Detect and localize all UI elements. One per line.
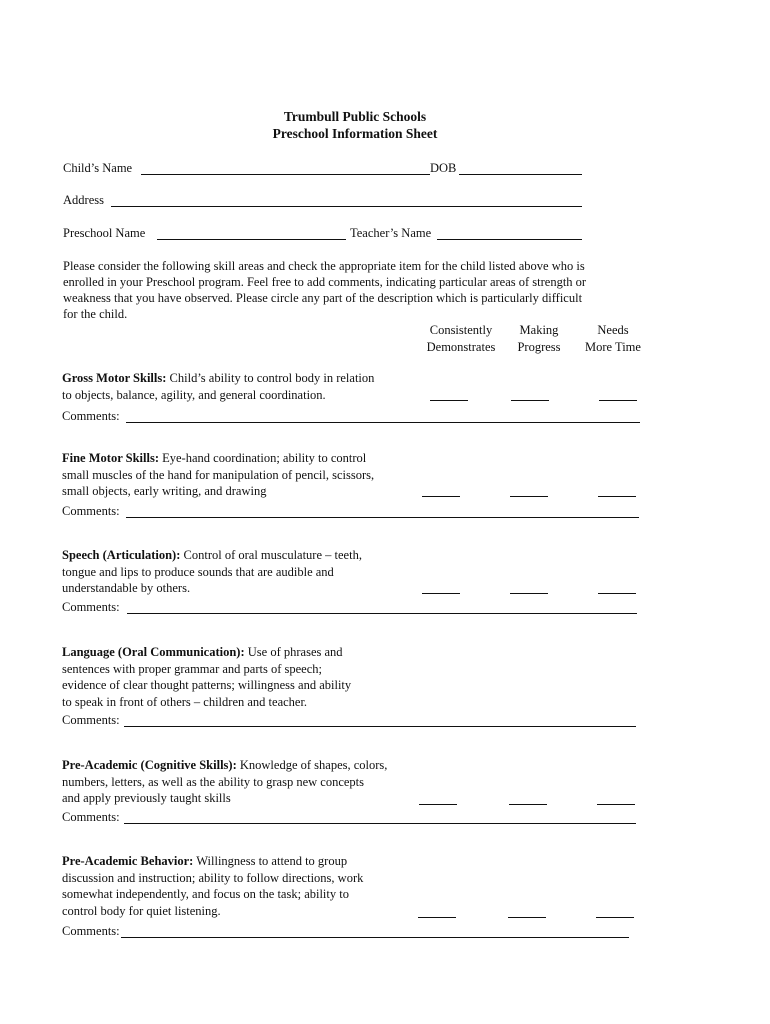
skill-title: Gross Motor Skills:	[62, 371, 167, 385]
column-header-making-progress	[510, 322, 568, 355]
rating-blank-making-progress[interactable]	[511, 400, 549, 401]
skill-title: Fine Motor Skills:	[62, 451, 159, 465]
skill-description-text: Willingness to attend to group	[193, 854, 348, 868]
address-field[interactable]	[111, 206, 582, 207]
comments-label: Comments:	[62, 600, 120, 614]
skill-description-line: evidence of clear thought patterns; willingness and ability	[62, 678, 352, 692]
instruction-line: Please consider the following skill areas and check the appropriate item for the child listed above who is	[63, 259, 585, 273]
skill-title: Speech (Articulation):	[62, 548, 181, 562]
comments-label: Comments:	[62, 924, 120, 938]
dob-field[interactable]	[459, 174, 582, 175]
child-name-field[interactable]	[141, 174, 430, 175]
rating-blank-needs-more-time[interactable]	[597, 804, 635, 805]
skill-description-line: tongue and lips to produce sounds that are audible and	[62, 564, 334, 579]
teacher-name-label: Teacher’s Name	[350, 226, 432, 240]
rating-blank-consistently[interactable]	[422, 496, 460, 497]
rating-blank-needs-more-time[interactable]	[596, 917, 634, 918]
skill-description-text: Knowledge of shapes, colors,	[236, 758, 388, 772]
rating-blank-needs-more-time[interactable]	[598, 593, 636, 594]
preschool-name-label: Preschool Name	[63, 226, 146, 240]
instruction-line: enrolled in your Preschool program. Feel free to add comments, indicating particular areas of strength or	[63, 275, 587, 289]
skill-description-line: numbers, letters, as well as the ability to grasp new concepts	[62, 774, 365, 789]
skill-description-line	[62, 644, 343, 661]
skill-description-line	[62, 450, 366, 467]
skill-title: Pre-Academic Behavior:	[62, 854, 194, 868]
comments-label: Comments:	[62, 504, 120, 518]
skill-description-line: understandable by others.	[62, 581, 191, 595]
skill-description-line: small muscles of the hand for manipulation of pencil, scissors,	[62, 467, 375, 482]
preschool-name-field[interactable]	[157, 239, 346, 240]
rating-blank-consistently[interactable]	[422, 593, 460, 594]
comments-label: Comments:	[62, 409, 120, 423]
dob-label: DOB	[430, 161, 457, 175]
skill-description-text: Use of phrases and	[244, 645, 343, 659]
skill-description-line: sentences with proper grammar and parts of speech;	[62, 661, 322, 676]
skill-description-line: control body for quiet listening.	[62, 903, 221, 918]
skill-description-text: Eye-hand coordination; ability to control	[159, 451, 367, 465]
rating-blank-consistently[interactable]	[430, 400, 468, 401]
rating-blank-needs-more-time[interactable]	[599, 400, 637, 401]
comments-field[interactable]	[124, 726, 636, 727]
skill-description-line	[62, 757, 387, 774]
skill-description-line: to objects, balance, agility, and general coordination.	[62, 387, 326, 402]
column-header-line: Needs	[597, 323, 629, 337]
skill-description-line	[62, 547, 362, 564]
column-header-line: Demonstrates	[426, 339, 496, 354]
column-header-line: Progress	[517, 339, 561, 354]
column-header-line: Consistently	[429, 323, 493, 337]
comments-field[interactable]	[127, 613, 637, 614]
skill-description-line: to speak in front of others – children and teacher.	[62, 694, 308, 709]
comments-field[interactable]	[126, 517, 639, 518]
column-header-line: Making	[519, 323, 559, 337]
child-name-label: Child’s Name	[63, 161, 133, 175]
column-header-consistently	[418, 322, 504, 355]
rating-blank-needs-more-time[interactable]	[598, 496, 636, 497]
column-header-line: More Time	[585, 339, 641, 354]
rating-blank-making-progress[interactable]	[510, 496, 548, 497]
comments-field[interactable]	[126, 422, 640, 423]
skill-description-line: discussion and instruction; ability to follow directions, work	[62, 870, 364, 885]
comments-label: Comments:	[62, 810, 120, 824]
skill-title: Pre-Academic (Cognitive Skills):	[62, 758, 237, 772]
column-header-needs-more-time	[578, 322, 648, 355]
comments-field[interactable]	[121, 937, 629, 938]
school-name: Trumbull Public Schools	[283, 109, 427, 124]
skill-description-line: small objects, early writing, and drawing	[62, 484, 267, 498]
address-label: Address	[63, 193, 104, 207]
skill-description-line	[62, 370, 374, 387]
skill-description-line	[62, 853, 347, 870]
skill-description-text: Child’s ability to control body in relation	[166, 371, 375, 385]
instruction-line: for the child.	[63, 307, 128, 321]
comments-label: Comments:	[62, 713, 120, 727]
page-title: Preschool Information Sheet	[272, 126, 438, 141]
comments-field[interactable]	[124, 823, 636, 824]
skill-description-text: Control of oral musculature – teeth,	[180, 548, 362, 562]
skill-description-line: somewhat independently, and focus on the task; ability to	[62, 887, 349, 901]
instruction-line: weakness that you have observed. Please circle any part of the description which is particularly difficult	[63, 291, 583, 305]
rating-blank-consistently[interactable]	[419, 804, 457, 805]
teacher-name-field[interactable]	[437, 239, 582, 240]
rating-blank-making-progress[interactable]	[508, 917, 546, 918]
rating-blank-making-progress[interactable]	[510, 593, 548, 594]
rating-blank-making-progress[interactable]	[509, 804, 547, 805]
skill-title: Language (Oral Communication):	[62, 645, 245, 659]
rating-blank-consistently[interactable]	[418, 917, 456, 918]
skill-description-line: and apply previously taught skills	[62, 791, 231, 805]
